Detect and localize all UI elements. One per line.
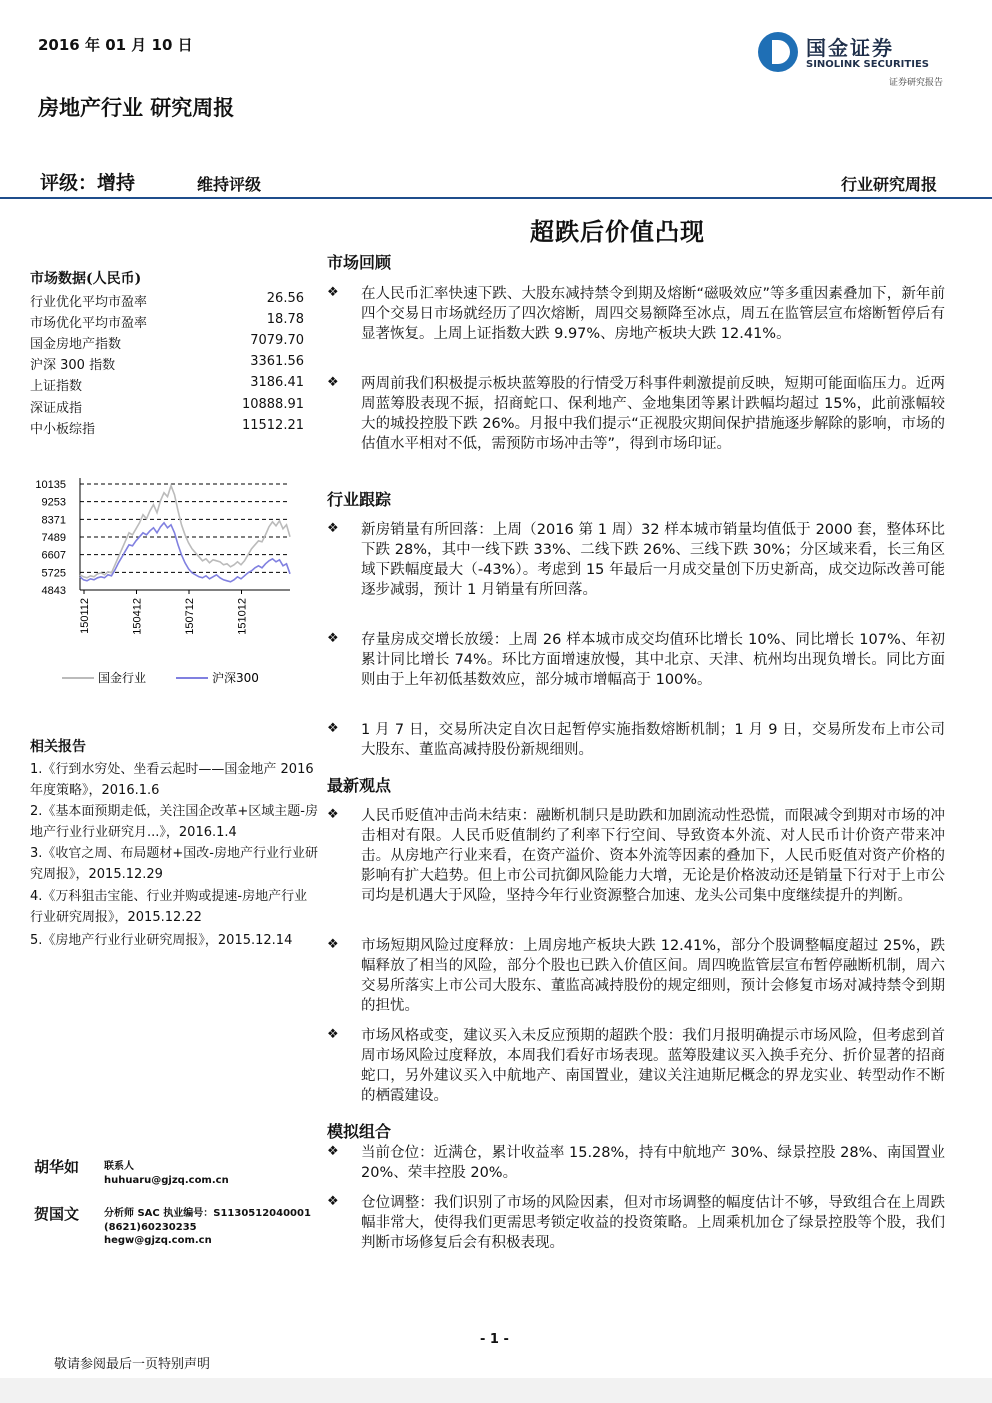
x-tick-label: 150412 — [131, 598, 144, 635]
company-logo — [752, 30, 947, 92]
related-report-item[interactable]: 2.《基本面预期走低，关注国企改革+区域主题-房地产行业行业研究月...》，2016.1.4 — [30, 804, 318, 840]
headline: 超跌后价值凸现 — [530, 217, 705, 246]
logo-subtitle: 证券研究报告 — [888, 78, 943, 88]
footer-band — [0, 1378, 992, 1403]
bullet-diamond-icon: ❖ — [327, 631, 339, 646]
page-number: - 1 - — [480, 1332, 509, 1347]
related-report-item[interactable]: 4.《万科狙击宝能、行业并购或提速-房地产行业行业研究周报》，2015.12.22 — [30, 889, 308, 925]
section-title-latest-views: 最新观点 — [327, 776, 392, 795]
author-name: 胡华如 — [34, 1158, 80, 1176]
y-tick-label: 9253 — [41, 496, 66, 509]
logo-name-cn: 国金证券 — [806, 36, 894, 60]
related-report-item[interactable]: 3.《收官之周、布局题材+国改-房地产行业行业研究周报》，2015.12.29 — [30, 846, 318, 882]
market-data-title: 市场数据(人民币) — [30, 271, 142, 287]
bullet-diamond-icon: ❖ — [327, 521, 339, 536]
section-title-model-portfolio: 模拟组合 — [327, 1122, 392, 1141]
bullet-diamond-icon: ❖ — [327, 375, 339, 390]
industry-title: 房地产行业 研究周报 — [38, 95, 235, 120]
market-data-row: 深证成指 10888.91 — [30, 397, 304, 416]
market-data-row: 国金房地产指数 7079.70 — [30, 333, 304, 352]
bullet-diamond-icon: ❖ — [327, 1144, 339, 1159]
bullet-diamond-icon: ❖ — [327, 807, 339, 822]
bullet-diamond-icon: ❖ — [327, 285, 339, 300]
header-divider — [0, 197, 992, 199]
market-data-row: 上证指数 3186.41 — [30, 375, 304, 394]
market-data-row: 沪深 300 指数 3361.56 — [30, 354, 304, 373]
legend-label: 沪深300 — [212, 671, 259, 685]
related-reports-title: 相关报告 — [30, 739, 86, 755]
bullet-item: ❖ 存量房成交增长放缓：上周 26 样本城市成交均值环比增长 10%、同比增长 107%、年初累计同比增长 74%。环比方面增速放慢，其中北京、天津、杭州均出现负增长。同比方面则由于上年初低基数效应，部分城市增幅高于 100%。 — [327, 631, 945, 688]
related-report-item[interactable]: 1.《行到水穷处、坐看云起时——国金地产 2016 年度策略》，2016.1.6 — [30, 762, 314, 798]
bullet-item: ❖ 市场短期风险过度释放：上周房地产板块大跌 12.41%，部分个股调整幅度超过 25%，跌幅释放了相当的风险，部分个股也已跌入价值区间。周四晚监管层宣布暂停融断机制，周六交易所落实上市公司大股东、董监高减持股份的规定细则，预计会修复市场对减持禁令到期的担忧。 — [327, 937, 945, 1014]
author-contact: 分析师 SAC 执业编号：S1130512040001 (8621)60230235 hegw@gjzq.com.cn — [104, 1208, 311, 1246]
y-tick-label: 10135 — [35, 479, 66, 491]
bullet-diamond-icon: ❖ — [327, 1194, 339, 1209]
market-data-row: 行业优化平均市盈率 26.56 — [30, 291, 304, 310]
x-tick-label: 150712 — [184, 598, 196, 635]
bullet-diamond-icon: ❖ — [327, 937, 339, 952]
index-line-chart — [28, 470, 298, 695]
logo-mark-icon — [758, 32, 798, 72]
logo-name-en: SINOLINK SECURITIES — [806, 59, 929, 70]
report-date: 2016 年 01 月 10 日 — [38, 36, 193, 54]
market-data-row: 中小板综指 11512.21 — [30, 418, 304, 437]
section-title-market-review: 市场回顾 — [327, 253, 392, 272]
y-tick-label: 6607 — [41, 549, 66, 562]
related-report-item[interactable]: 5.《房地产行业行业研究周报》，2015.12.14 — [30, 933, 293, 948]
y-tick-label: 4843 — [41, 585, 66, 597]
report-type: 行业研究周报 — [840, 175, 937, 194]
author-name: 贺国文 — [34, 1205, 80, 1223]
x-tick-label: 151012 — [236, 598, 249, 635]
author-contact: 联系人 huhuaru@gjzq.com.cn — [104, 1161, 229, 1186]
bullet-diamond-icon: ❖ — [327, 721, 339, 736]
y-tick-label: 7489 — [41, 532, 66, 544]
rating: 评级：增持 — [40, 172, 136, 194]
bullet-item: ❖ 新房销量有所回落：上周（2016 第 1 周）32 样本城市销量均值低于 2000 套，整体环比下跌 28%，其中一线下跌 33%、二线下跌 26%、三线下跌 30%；分区域来看，长三角区域下跌幅度最大（-43%）。考虑到 15 年最后一月成交量创下历史新高，成交边际改善可能逐步减弱，预计 1 月销量有所回落。 — [327, 521, 945, 598]
market-data-row: 市场优化平均市盈率 18.78 — [30, 312, 304, 331]
y-tick-label: 8371 — [41, 514, 66, 527]
rating-action: 维持评级 — [197, 175, 262, 194]
y-tick-label: 5725 — [41, 567, 66, 580]
bullet-item: ❖ 两周前我们积极提示板块蓝筹股的行情受万科事件刺激提前反映，短期可能面临压力。近两周蓝筹股表现不振，招商蛇口、保利地产、金地集团等累计跌幅均超过 15%，此前涨幅较大的城投控股下跌 26%。月报中我们提示“正视股灾期间保护措施逐步解除的影响，市场的估值水平相对不低，需预防市场冲击等”，得到市场印证。 — [327, 375, 945, 452]
x-tick-label: 150112 — [79, 598, 91, 634]
section-title-industry-tracking: 行业跟踪 — [327, 490, 392, 509]
bullet-item: ❖ 市场风格或变，建议买入未反应预期的超跌个股：我们月报明确提示市场风险，但考虑到首周市场风险过度释放，本周我们看好市场表现。蓝筹股建议买入换手充分、折价显著的招商蛇口，另外建议买入中航地产、南国置业，建议关注迪斯尼概念的界龙实业、转型动作不断的栖霞建设。 — [327, 1027, 945, 1104]
bullet-item: ❖ 在人民币汇率快速下跌、大股东减持禁令到期及熔断“磁吸效应”等多重因素叠加下，新年前四个交易日市场就经历了四次熔断，周四交易额降至冰点，周五在监管层宣布熔断暂停后有显著恢复。上周上证指数大跌 9.97%、房地产板块大跌 12.41%。 — [327, 285, 945, 342]
disclaimer: 敬请参阅最后一页特别声明 — [54, 1357, 211, 1372]
bullet-item: ❖ 人民币贬值冲击尚未结束：融断机制只是助跌和加剧流动性恐慌，而限减令到期对市场的冲击相对有限。人民币贬值制约了利率下行空间、导致资本外流、对人民币计价资产带来冲击。从房地产行业来看，在资产溢价、资本外流等因素的叠加下，人民币贬值对资产价格的影响有扩大趋势。但上市公司抗御风险能力大增，无论是价格波动还是销量下行对于上市公司均是机遇大于风险，坚持今年行业资源整合加速、龙头公司集中度继续提升的判断。 — [327, 807, 945, 904]
bullet-diamond-icon: ❖ — [327, 1027, 339, 1042]
legend-label: 国金行业 — [98, 671, 147, 685]
bullet-item: ❖ 1 月 7 日，交易所决定自次日起暂停实施指数熔断机制；1 月 9 日，交易所发布上市公司大股东、董监高减持股份新规细则。 — [327, 721, 945, 758]
bullet-item: ❖ 当前仓位：近满仓，累计收益率 15.28%，持有中航地产 30%、绿景控股 28%、南国置业 20%、荣丰控股 20%。 — [327, 1144, 945, 1181]
bullet-item: ❖ 仓位调整：我们识别了市场的风险因素，但对市场调整的幅度估计不够，导致组合在上周跌幅非常大，使得我们更需思考锁定收益的投资策略。上周乘机加仓了绿景控股等个股，我们判断市场修复后会有积极表现。 — [327, 1194, 945, 1251]
